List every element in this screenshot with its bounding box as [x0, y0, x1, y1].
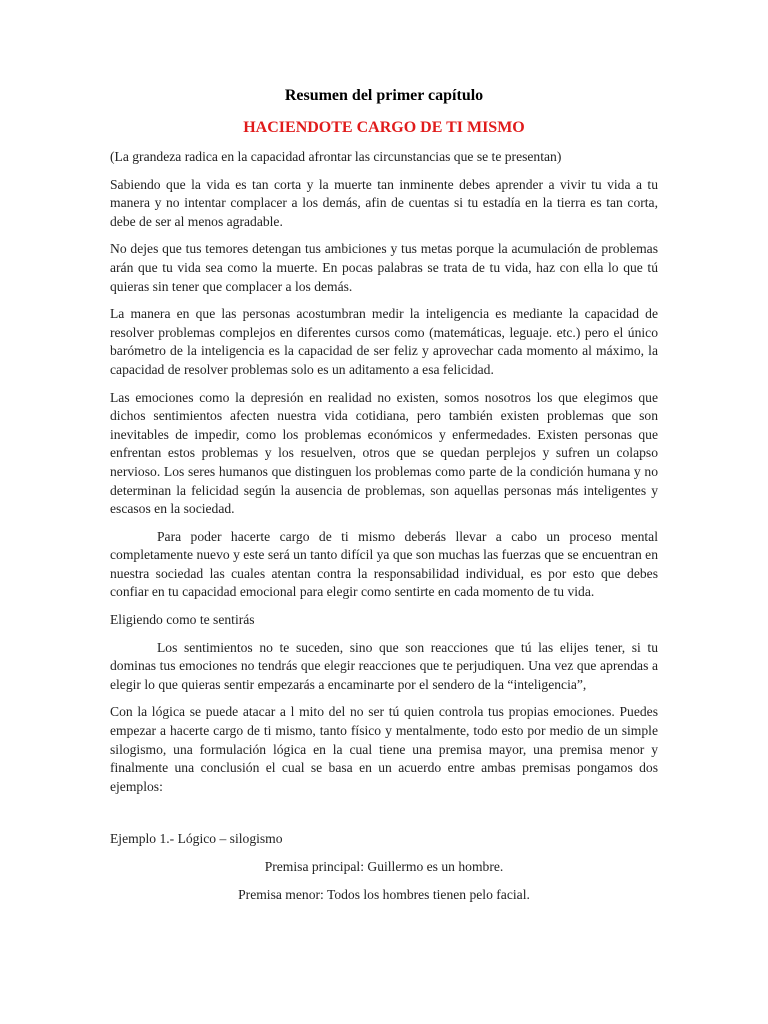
- document-subtitle: HACIENDOTE CARGO DE TI MISMO: [243, 119, 525, 136]
- example-heading: Ejemplo 1.- Lógico – silogismo: [110, 831, 283, 847]
- paragraph-1: Sabiendo que la vida es tan corta y la muerte tan inminente debes aprender a vivir tu vida a tu manera y no intentar complacer a los demás, afin de cuentas si tu estadía en la tierra es tan corta, debe de ser al menos agradable.: [110, 176, 658, 229]
- document-title: Resumen del primer capítulo: [284, 87, 484, 104]
- paragraph-4: Las emociones como la depresión en realidad no existen, somos nosotros los que elegimos que dichos sentimientos afecten nuestra vida cotidiana, pero también existen problemas que son inevitables de impedir, como los problemas económicos y enfermedades. Existen personas que enfrentan estos problemas y los resuelven, otros que se quedan perplejos y sufren un colapso nervioso. Los seres humanos que distinguen los problemas como parte de la condición humana y no determinan la felicidad según la ausencia de problemas, son aquellas personas más inteligentes y escasos en la sociedad.: [110, 389, 658, 517]
- premise-major: Premisa principal: Guillermo es un hombre.: [264, 859, 504, 874]
- document-page: [110, 86, 658, 913]
- intro-quote: (La grandeza radica en la capacidad afrontar las circunstancias que se te presentan): [110, 149, 562, 164]
- section-paragraph-1: Los sentimientos no te suceden, sino que son reacciones que tú las elijes tener, si tu dominas tus emociones no tendrás que elegir reacciones que te perjudiquen. Una vez que aprendas a elegir lo que quieras sentir empezarás a encaminarte por el sendero de la “inteligencia”,: [110, 639, 658, 692]
- section-paragraph-2: Con la lógica se puede atacar a l mito del no ser tú quien controla tus propias emociones. Puedes empezar a hacerte cargo de ti mismo, tanto físico y mentalmente, todo esto por medio de un simple silogismo, una formulación lógica en la cual tiene una premisa mayor, una premisa menor y finalmente una conclusión el cual se basa en un acuerdo entre ambas premisas pongamos dos ejemplos:: [110, 704, 658, 794]
- paragraph-3: La manera en que las personas acostumbran medir la inteligencia es mediante la capacidad de resolver problemas complejos en diferentes cursos como (matemáticas, leguaje. etc.) pero el único barómetro de la inteligencia es la capacidad de ser feliz y aprovechar cada momento al máximo, la capacidad de resolver problemas solo es un aditamento a esa felicidad.: [110, 306, 658, 377]
- paragraph-2: No dejes que tus temores detengan tus ambiciones y tus metas porque la acumulación de problemas arán que tu vida sea como la muerte. En pocas palabras se trata de tu vida, haz con ella lo que tú quieras sin tener que complacer a los demás.: [110, 241, 658, 294]
- paragraph-5: Para poder hacerte cargo de ti mismo deberás llevar a cabo un proceso mental completamente nuevo y este será un tanto difícil ya que son muchas las fuerzas que se encuentran en nuestra sociedad las cuales atentan contra la responsabilidad individual, es por esto que debes confiar en tu capacidad emocional para elegir como sentirte en cada momento de tu vida.: [110, 528, 658, 600]
- section-heading: Eligiendo como te sentirás: [110, 612, 255, 628]
- premise-minor: Premisa menor: Todos los hombres tienen pelo facial.: [238, 886, 530, 902]
